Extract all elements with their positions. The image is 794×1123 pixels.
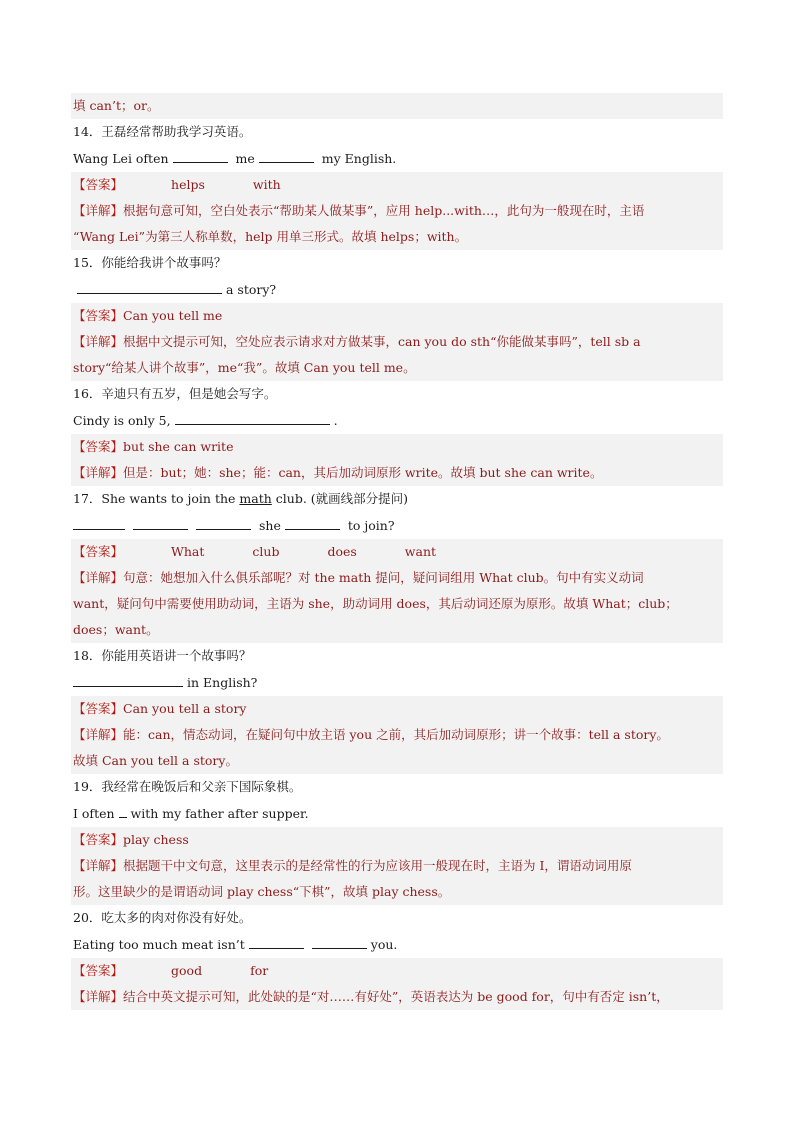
answer-19 xyxy=(71,827,723,853)
detail-tag: 【详解】 xyxy=(73,465,124,480)
detail-18-cont xyxy=(71,748,723,774)
detail-text: 根据中文提示可知，空处应表示请求对方做某事，can you do sth“你能做某事吗”，tell sb a xyxy=(123,334,641,349)
detail-14 xyxy=(71,198,723,224)
answer-blank xyxy=(133,517,188,530)
answer-tag: 【答案】 xyxy=(73,701,124,716)
question-text: 16．辛迪只有五岁，但是她会写字。 xyxy=(73,386,277,401)
detail-text: 填 can’t；or。 xyxy=(73,98,160,113)
detail-text: 能：can，情态动词，在疑问句中放主语 you 之前，其后加动词原形；讲一个故事：tell a story。 xyxy=(123,727,669,742)
answer-word: club xyxy=(252,544,280,559)
prompt-text: in English? xyxy=(187,675,258,690)
answer-blank xyxy=(285,517,340,530)
question-text: 17．She wants to join the xyxy=(73,491,240,506)
detail-16 xyxy=(71,460,723,486)
answer-blank xyxy=(175,412,330,425)
detail-text: 结合中英文提示可知，此处缺的是“对……有好处”，英语表达为 be good for，句中有否定 isn’t， xyxy=(123,989,669,1004)
answer-text: play chess xyxy=(123,832,189,847)
answer-20 xyxy=(71,958,723,984)
detail-text: 但是：but；她：she；能：can，其后加动词原形 write。故填 but she can write。 xyxy=(123,465,603,480)
question-19 xyxy=(71,774,723,800)
detail-15 xyxy=(71,329,723,355)
detail-tag: 【详解】 xyxy=(73,858,124,873)
underlined-word: math xyxy=(239,491,272,506)
detail-text: 句意：她想加入什么俱乐部呢？对 the math 提问，疑问词组用 What club。句中有实义动词 xyxy=(123,570,644,585)
question-text: 19．我经常在晚饭后和父亲下国际象棋。 xyxy=(73,779,302,794)
answer-tag: 【答案】 xyxy=(73,308,124,323)
prompt-text: Cindy is only 5, xyxy=(73,413,171,428)
prompt-18 xyxy=(71,669,723,696)
answer-16 xyxy=(71,434,723,460)
prompt-text: I often xyxy=(73,806,115,821)
detail-19-cont xyxy=(71,879,723,905)
answer-tag: 【答案】 xyxy=(73,544,124,559)
question-20 xyxy=(71,905,723,931)
question-18 xyxy=(71,643,723,669)
prompt-text: . xyxy=(333,413,338,428)
document-content xyxy=(71,93,723,1010)
answer-tag: 【答案】 xyxy=(73,832,124,847)
question-17 xyxy=(71,486,723,512)
question-text: 18．你能用英语讲一个故事吗？ xyxy=(73,648,252,663)
detail-19 xyxy=(71,853,723,879)
detail-15-cont xyxy=(71,355,723,381)
question-text: 14．王磊经常帮助我学习英语。 xyxy=(73,124,252,139)
detail-20 xyxy=(71,984,723,1010)
prompt-15 xyxy=(71,276,723,303)
detail-tag: 【详解】 xyxy=(73,570,124,585)
answer-tag: 【答案】 xyxy=(73,963,124,978)
prompt-20 xyxy=(71,931,723,958)
answer-word: What xyxy=(171,544,205,559)
prompt-text: my English. xyxy=(321,151,397,166)
detail-text: story“给某人讲个故事”，me“我”。故填 Can you tell me。 xyxy=(73,360,416,375)
prompt-14 xyxy=(71,145,723,172)
question-text: 20．吃太多的肉对你没有好处。 xyxy=(73,910,252,925)
detail-text: 形。这里缺少的是谓语动词 play chess“下棋”，故填 play chess。 xyxy=(73,884,451,899)
answer-blank xyxy=(196,517,251,530)
detail-tag: 【详解】 xyxy=(73,727,124,742)
answer-text: Can you tell a story xyxy=(123,701,247,716)
answer-blank xyxy=(173,150,228,163)
detail-14-cont xyxy=(71,224,723,250)
prompt-text: Eating too much meat isn’t xyxy=(73,937,245,952)
question-15 xyxy=(71,250,723,276)
detail-17 xyxy=(71,565,723,591)
answer-blank xyxy=(73,517,125,530)
answer-word: does xyxy=(327,544,357,559)
detail-tag: 【详解】 xyxy=(73,334,124,349)
answer-17 xyxy=(71,539,723,565)
answer-blank xyxy=(73,674,183,687)
prompt-text: me xyxy=(235,151,255,166)
answer-text: but she can write xyxy=(123,439,234,454)
prompt-text: with my father after supper. xyxy=(130,806,309,821)
detail-line xyxy=(71,93,723,119)
detail-18 xyxy=(71,722,723,748)
answer-word: good xyxy=(171,963,203,978)
detail-tag: 【详解】 xyxy=(73,989,124,1004)
answer-15 xyxy=(71,303,723,329)
detail-text: 根据句意可知，空白处表示“帮助某人做某事”，应用 help...with…，此句为一般现在时，主语 xyxy=(123,203,645,218)
answer-text: Can you tell me xyxy=(123,308,223,323)
prompt-text: you. xyxy=(370,937,398,952)
answer-word: helps xyxy=(171,177,205,192)
answer-word: want xyxy=(404,544,437,559)
answer-14 xyxy=(71,172,723,198)
prompt-text: Wang Lei often xyxy=(73,151,169,166)
prompt-text: to join? xyxy=(347,518,395,533)
prompt-text: she xyxy=(258,518,281,533)
answer-tag: 【答案】 xyxy=(73,439,124,454)
detail-text: does；want。 xyxy=(73,622,159,637)
answer-word: with xyxy=(252,177,281,192)
answer-word: for xyxy=(250,963,269,978)
answer-blank xyxy=(249,936,304,949)
answer-tag: 【答案】 xyxy=(73,177,124,192)
answer-blank xyxy=(259,150,314,163)
detail-text: want，疑问句中需要使用助动词，主语为 she，助动词用 does，其后动词还原为原形。故填 What；club； xyxy=(73,596,678,611)
detail-text: 根据题干中文句意，这里表示的是经常性的行为应该用一般现在时，主语为 I，谓语动词用原 xyxy=(123,858,632,873)
detail-tag: 【详解】 xyxy=(73,203,124,218)
answer-blank xyxy=(312,936,367,949)
question-text: 15．你能给我讲个故事吗？ xyxy=(73,255,227,270)
answer-blank xyxy=(119,805,127,818)
prompt-text: a story? xyxy=(226,282,277,297)
detail-text: 故填 Can you tell a story。 xyxy=(73,753,238,768)
detail-17-cont xyxy=(71,617,723,643)
prompt-19 xyxy=(71,800,723,827)
detail-17-cont xyxy=(71,591,723,617)
detail-text: “Wang Lei”为第三人称单数，help 用单三形式。故填 helps；with。 xyxy=(73,229,468,244)
question-text: club. (就画线部分提问) xyxy=(271,491,409,506)
prompt-17 xyxy=(71,512,723,539)
question-14 xyxy=(71,119,723,145)
answer-18 xyxy=(71,696,723,722)
prompt-16 xyxy=(71,407,723,434)
answer-blank xyxy=(77,281,222,294)
question-16 xyxy=(71,381,723,407)
